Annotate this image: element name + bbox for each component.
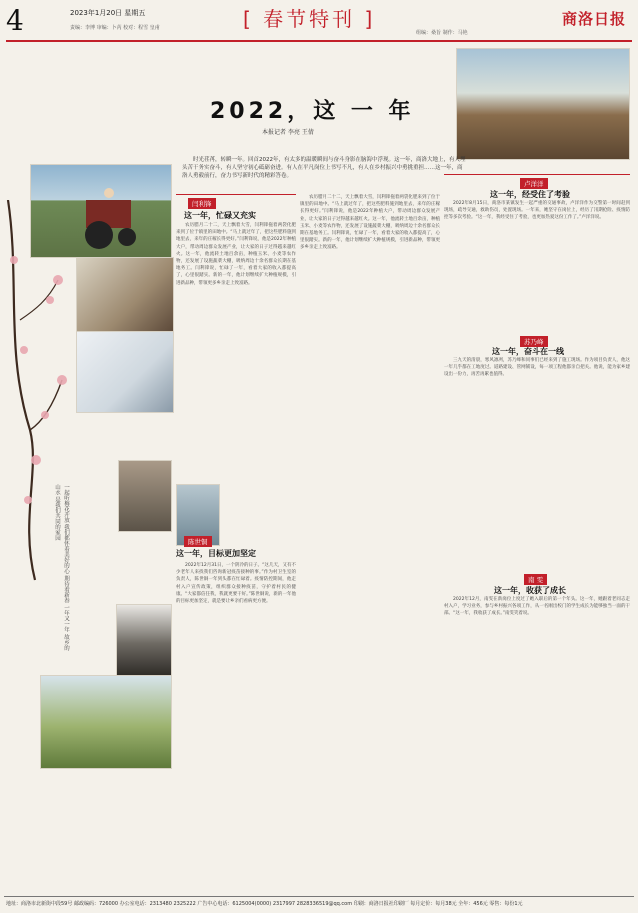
- section-tag: 陈世铜: [184, 536, 212, 547]
- article-intro: 时光荏苒，转瞬一年。回首2022年，有太多的温暖瞬间与奋斗身影在脑海中浮现。这一年，商洛大地上，有人埋头苦干务实奋斗，有人坚守初心砥砺奋进。有人在平凡岗位上书写不凡，有人在乡村振兴中勇挑重担……这一年，商洛人勇毅前行，奋力书写新时代的精彩答卷。: [182, 157, 466, 179]
- article-column: 2022年12月，南雯在新岗位上度过了她入职后的第一个年头。这一年，她跟着老同志走村入户，学习业务，参与乡村振兴各项工作，从一名刚出校门的学生成长为能够独当一面的干部。“这一年，我收获了成长。”南雯笑着说。: [444, 597, 630, 617]
- section-subtitle: 这一年，目标更加坚定: [176, 549, 256, 558]
- section-tag: 闫利锋: [188, 198, 216, 209]
- newspaper-masthead: 商洛日报: [562, 10, 627, 28]
- page-header: [0, 0, 638, 42]
- section-title: [ 春节特刊 ]: [243, 7, 376, 31]
- article-column: 2022年8月15日，商洛市某镇发生一起严重的交通事故，卢洋洋作为交警第一时间赶到现场，疏导交通，救助伤员，处置现场。一年来，她坚守在岗位上，经历了汛期抢险、疫情防控等多次考验。“这一年，我经受住了考验，也更加热爱这份工作了。”卢洋洋说。: [444, 201, 630, 221]
- section-tag: 苏乃峰: [520, 336, 548, 347]
- decorative-poem: 一起听梅花开放 我们都怀着美好的心 期待着新春 一年又一年 故乡的山水 是我们共同的家园: [54, 484, 69, 651]
- photo-greenhouse: [40, 675, 172, 769]
- article-column: 2022年12月31日，一个阴冷的日子。“这几天，又有不少老年人来找我们咨询新冠疫苗接种的事。”作为村卫生室的负责人，陈世铜一年到头都在忙碌着。疫情防控期间，他走村入户宣传政策，组织群众接种疫苗，守护着村民的健康。“大家都信任我，我就更要干好。”陈世铜说，新的一年他的目标更加坚定，就是要让乡亲们看病更方便。: [176, 563, 296, 605]
- photo-farmhouse: [456, 48, 630, 160]
- footer-divider: [4, 896, 634, 897]
- article-column: 农历腊月二十二，天上飘着大雪，闫利锋拖着两袋化肥来到了位于镇里的田地中。“马上就过年了，把这些肥料施到地里去，来年的庄稼长得更好。”闫利锋说，他是2022年种植大户，带动周边群众发展产业，让大家的日子过得越来越红火。这一年，他流转土地百余亩，种植玉米、小麦等农作物，还发展了设施蔬菜大棚，吸纳周边十余名群众长期在基地务工。闫利锋说，忙碌了一年，看着大家的收入都提高了，心里很踏实。新的一年，他计划继续扩大种植规模，引进新品种，带领更多乡亲走上致富路。: [300, 195, 440, 251]
- section-rule: [444, 174, 630, 175]
- page-footer: 地址：商洛市北新街中段59号 邮政编码：726000 办公室电话：2313480 2325222 广告中心电话：6125004(0000) 2317997 2828336519@qq.com 印刷：商洛日报社印刷厂 每月定价：每月38元 全年：456元 零售：每份1元: [6, 901, 523, 907]
- publication-date: 2023年1月20日 星期五: [70, 9, 146, 17]
- article-column: 农历腊月二十二，天上飘着大雪，闫利锋拖着两袋化肥来到了位于镇里的田地中。“马上就过年了，把这些肥料施到地里去，来年的庄稼长得更好。”闫利锋说，他是2022年种植大户，带动周边群众发展产业，让大家的日子过得越来越红火。这一年，他流转土地百余亩，种植玉米、小麦等农作物，还发展了设施蔬菜大棚，吸纳周边十余名群众长期在基地务工。闫利锋说，忙碌了一年，看着大家的收入都提高了，心里很踏实。新的一年，他计划继续扩大种植规模，引进新品种，带领更多乡亲走上致富路。: [176, 223, 296, 286]
- photo-farmer-on-tractor: [30, 164, 172, 258]
- editor-credits-right: 组编：桑旨 制作：马艳: [416, 30, 468, 36]
- tractor-icon: [31, 165, 171, 257]
- section-subtitle: 这一年，奋斗在一线: [492, 347, 564, 356]
- section-tag: 卢洋洋: [520, 178, 548, 189]
- section-tag: 南 雯: [524, 574, 547, 585]
- section-subtitle: 这一年，收获了成长: [494, 586, 566, 595]
- article-column: 三九天的清晨，寒风凛冽，苏乃峰和同事们已经来到了施工现场。作为项目负责人，他这一年几乎都在工地度过。道路建设、管网铺设，每一项工程他都亲自把关。他说，能为家乡建设出一份力，再苦再累也值得。: [444, 358, 630, 378]
- editor-credits-left: 责编：李博 审编：卜芮 校对：程雪 皇甫: [70, 25, 160, 31]
- section-subtitle: 这一年，经受住了考验: [490, 190, 570, 199]
- article-byline: 本报记者 李亮 王倩: [262, 129, 314, 136]
- section-subtitle: 这一年，忙碌又充实: [184, 211, 256, 220]
- section-rule: [176, 194, 296, 195]
- photo-family-meeting: [76, 257, 174, 332]
- header-divider: [6, 40, 632, 42]
- photo-workers: [118, 460, 172, 532]
- page-number: 4: [6, 4, 24, 37]
- photo-village-doctor: [76, 331, 174, 413]
- article-title: 2022，这 一 年: [210, 99, 415, 124]
- photo-portrait-man: [116, 604, 172, 676]
